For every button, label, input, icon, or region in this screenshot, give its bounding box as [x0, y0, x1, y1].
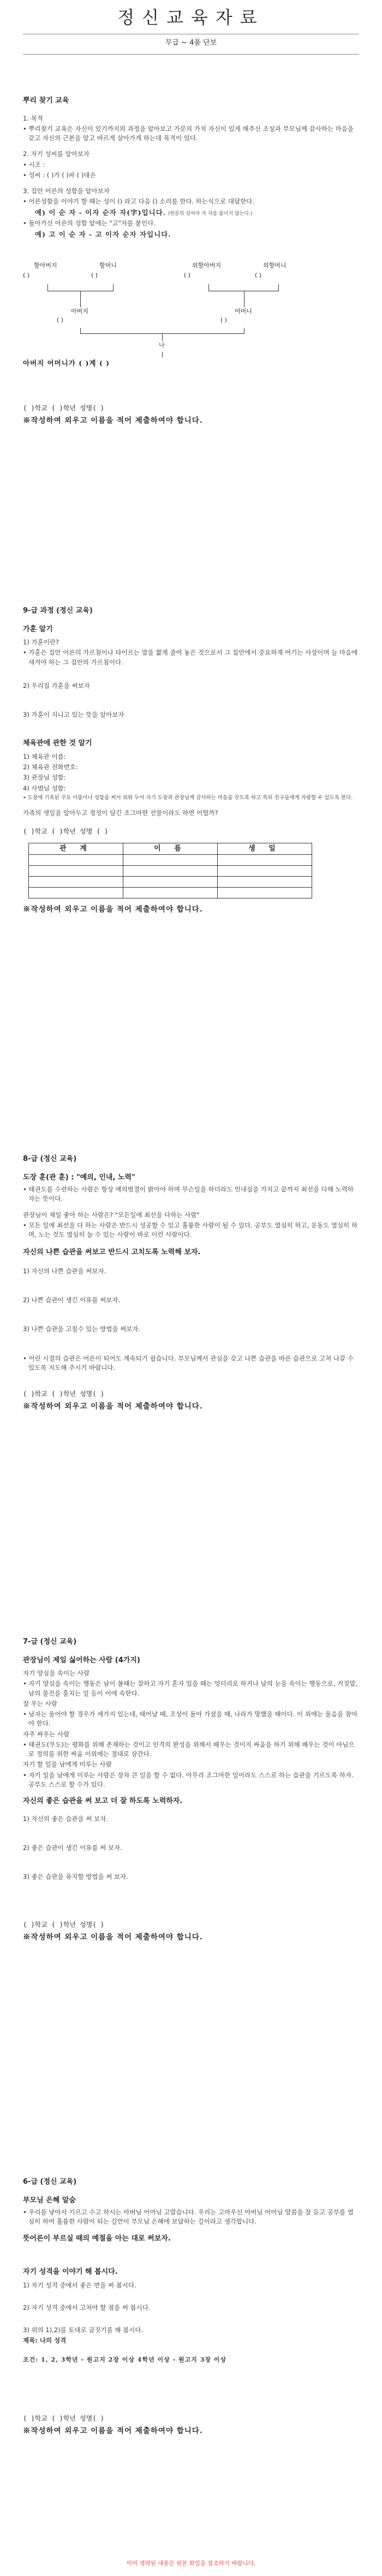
tree-blank-4[interactable]: ( ) — [255, 272, 262, 279]
table-row[interactable] — [29, 876, 312, 887]
section-header: 6-급 (정신 교육) — [23, 2178, 77, 2186]
table-header: 이 름 — [123, 843, 218, 855]
table-header: 생 일 — [218, 843, 312, 855]
submit-line[interactable]: ( )학교 ( )학년 성명( ) — [23, 404, 105, 412]
submit-note: ※작성하여 외우고 이름을 적어 제출하여야 합니다. — [23, 416, 203, 426]
essay-conditions: 조건: 1, 2, 3학년 - 원고지 2장 이상 4학년 이상 - 원고지 3장 이상 — [23, 2356, 227, 2363]
tree-blank-1[interactable]: ( ) — [23, 272, 30, 279]
heading-meaning: 3) 가훈이 지니고 있는 뜻을 알아보자 — [23, 711, 124, 718]
personality-item-3: 3) 위의 1),2)를 토대로 글짓기를 해 봅시다. — [23, 2326, 144, 2334]
tree-blank-5[interactable]: ( ) — [57, 316, 64, 324]
section-grade-7 — [23, 1637, 359, 1943]
dislike-3-desc: • 태권도(무도)는 평화를 위해 존재하는 것이고 인격의 완성을 위해서 배우는 것이지 싸움을 하기 위해 배우는 것이 아님으로 정의를 위한 싸움 이외에는 절대로 삼간다. — [23, 1740, 355, 1758]
dojang-title: 체육관에 관한 것 알기 — [23, 739, 92, 748]
dojang-item-2: 2) 체육관 전화번호: — [23, 763, 78, 771]
habit-item-3: 3) 나쁜 습관을 고칠수 있는 방법을 써보자. — [23, 1325, 141, 1333]
tree-father: 아버지 — [71, 308, 88, 315]
habit-item-2: 2) 나쁜 습관이 생긴 이유를 써보자. — [23, 1296, 121, 1304]
section-header: 9-급 과정 (정신 교육) — [23, 607, 93, 615]
habit-note: • 어린 시절의 습관은 어른이 되어도 계속되기 쉽습니다. 부모님께서 관심을 갖고 나쁜 습관을 바른 습관으로 고쳐 나갈 수 있도록 지도해 주시기 바랍니다. — [23, 1354, 354, 1371]
elder-instruction-1: • 어른성함을 이야기 할 때는 성이 () 라고 다음 () 소리를 한다. 하는식으로 대답한다. — [23, 197, 254, 206]
good-habit-title: 자신의 좋은 습관을 써 보고 더 잘 하도록 노력하자. — [23, 1797, 183, 1805]
personality-item-2: 2) 자기 성격 중에서 고쳐야 할 점을 써 봅시다. — [23, 2303, 151, 2311]
tree-blank-3[interactable]: ( ) — [184, 272, 191, 279]
family-birthday-text: 가족의 생일을 알아두고 정성이 담긴 조그마한 선물이라도 하면 어떨까? — [23, 809, 218, 817]
section-title: 부모님 은혜 알숨 — [23, 2196, 76, 2204]
table-header: 관 계 — [29, 843, 123, 855]
seongssi-line: • 성씨 : ( )가 ( )파 ( )대손 — [23, 171, 96, 179]
dojang-item-4: 4) 사범님 성함: — [23, 784, 66, 792]
dojang-item-1: 1) 체육관 이름: — [23, 752, 66, 760]
submit-note: ※작성하여 외우고 이름을 적어 제출하여야 합니다. — [23, 2427, 203, 2435]
tree-maternal-grandmother: 외할머니 — [263, 262, 286, 269]
table-row[interactable] — [29, 854, 312, 865]
tree-blank-2[interactable]: ( ) — [91, 272, 98, 279]
heading-surname: 2. 자기 성씨를 알아보자 — [23, 150, 89, 158]
section-root-education — [23, 95, 359, 427]
table-header-row — [29, 843, 312, 855]
section-grade-6 — [23, 2177, 359, 2436]
tree-mother: 어머니 — [235, 308, 252, 315]
section-title: 도장 훈(관 훈) : "예의, 인내, 노력" — [23, 1173, 135, 1182]
heading-purpose: 1. 목적 — [23, 114, 43, 122]
good-habit-item-1: 1) 자신의 좋은 습관을 써 보자. — [23, 1814, 108, 1823]
parents-desc: • 우리를 낳아서 기르고 수고 하시는 아버님 어머님 고맙습니다. 우리는 고마우신 아버님 어머님 말씀을 잘 듣고 공부를 열심히 하여 훌륭한 사람이 되는 길만이 부모님 은혜에 보답하는 길이라고 생각합니다. — [23, 2208, 354, 2226]
dojang-item-3: 3) 관장님 성함: — [23, 774, 66, 782]
tree-me: 나 — [159, 342, 165, 349]
section-grade-8 — [23, 1154, 359, 1412]
personality-title: 자기 성격을 이야기 해 봅시다. — [23, 2268, 118, 2276]
purpose-text: • 뿌리찾기 교육은 자신이 있기까지의 과정을 알아보고 가문의 가치 자신이 있게 해주신 조상과 부모님께 감사하는 마음을 갖고 자신의 근본을 알고 바르게 살아가게 하는데 목적이 있다. — [23, 124, 354, 142]
doc-title: 정신교육자료 — [117, 7, 265, 28]
dislike-1-title: 자기 양심을 속이는 사람 — [23, 1669, 90, 1677]
good-habit-item-3: 3) 좋은 습관을 유지할 방법을 써 보자. — [23, 1873, 128, 1880]
section-title: 가훈 알기 — [23, 625, 53, 633]
gwanhun-desc: • 태권도를 수련하는 사람은 항상 예의범절이 밝아야 하며 무슨일을 하더라도 인내심을 가지고 끝까지 최선을 다해 노력하자는 뜻이다. — [23, 1185, 354, 1203]
submit-note: ※작성하여 외우고 이름을 적어 제출하여야 합니다. — [23, 904, 203, 914]
dislike-4-title: 자기 할 일을 남에게 미루는 사람 — [23, 1760, 112, 1769]
dislike-3-title: 자주 싸우는 사람 — [23, 1730, 70, 1738]
footer-note: 이미 생략된 내용은 원본 화일을 참조하기 바랍니다. — [126, 2560, 256, 2567]
submit-note: ※작성하여 외우고 이름을 적어 제출하여야 합니다. — [23, 1402, 203, 1411]
dojang-note: • 도장에 기록된 주요 이름이나 성함을 써서 외워 두어 자기 도장과 관장님께 감사하는 마음을 갖도록 하고 특히 친구들에게 자랑할 수 있도록 한다. — [23, 794, 353, 801]
section-header: 7-급 (정신 교육) — [23, 1638, 77, 1646]
elder-instruction-2: • 돌아가신 어른의 성함 앞에는 "고"자를 붙인다. — [23, 219, 156, 227]
heading-what-is: 1) 가훈이란? — [23, 638, 59, 646]
habit-item-1: 1) 자신의 나쁜 습관을 써보자. — [23, 1267, 106, 1275]
tree-bottom-line: 아버지 어머니가 ( )계 ( ) — [23, 359, 110, 368]
dislike-2-desc: • 남자는 울어야 할 경우가 세가지 있는데, 태어날 때, 조상이 돌아 가셨을 때, 나라가 망했을 때이다. 이 외에는 울음을 참아야 한다. — [23, 1710, 357, 1728]
dislike-1-desc: • 자기 양심을 속이는 행동은 남이 볼때는 잘하고 자기 혼자 있을 때는 엉터리로 하거나 남의 눈을 속이는 행동으로, 거짓말, 남의 물건을 훔치는 일 등이 이에 속한다. — [23, 1680, 358, 1697]
section-grade-9 — [23, 606, 359, 915]
tree-maternal-grandfather: 외할아버지 — [192, 262, 222, 269]
tree-blank-6[interactable]: ( ) — [220, 316, 228, 324]
family-table — [28, 843, 312, 898]
question-line: 관장님이 제일 좋아 하는 사람은? "모든일에 최선을 다하는 사람" — [23, 1211, 200, 1219]
heading-elder-names: 3. 집안 어른의 성함을 알아보자 — [23, 187, 110, 195]
dislike-2-title: 잘 우는 사람 — [23, 1699, 57, 1708]
dislike-4-desc: • 자기 일을 남에게 미루는 사람은 장차 큰 일을 할 수 없다. 아무리 조그마한 일이라도 스스로 하는 습관을 기르도록 하자. 공부도 스스로 할 수가 있다. — [23, 1771, 354, 1788]
tree-grandmother: 할머니 — [99, 262, 117, 269]
essay-theme: 제목: 나의 성격 — [23, 2337, 67, 2345]
table-row[interactable] — [29, 887, 312, 898]
example-1: 예) 이 순 자 - 이자 순자 자(字)입니다. (한분의 성씨라 자 자를 붙이지 않는다.) — [35, 208, 253, 217]
section-title: 뿌리 찾기 교육 — [23, 97, 69, 105]
table-row[interactable] — [29, 865, 312, 876]
etiquette-title: 뜻어른이 부르실 때의 예절을 아는 대로 써보자. — [23, 2234, 171, 2243]
shijo-line: • 시조 : — [23, 160, 45, 169]
subtitle-divider — [23, 54, 359, 55]
example-2: 예) 고 이 순 자 - 고 이자 순자 자입니다. — [35, 230, 171, 238]
best-effort-desc: • 모든 일에 최선을 다 하는 사람은 반드시 성공할 수 있고 훌륭한 사람이 될 수 있다. 공부도 열심히 하고, 운동도 열심히 하며, 노는 것도 열심히 놀 수 있는 사람이 바로 이런 사람이다. — [23, 1221, 357, 1238]
personality-item-1: 1) 자기 성격 중에서 좋은 면을 써 봅시다. — [23, 2281, 136, 2289]
gahun-desc: • 가훈은 집안 어른의 가르침이나 타이르는 말을 짧게 줄여 놓은 것으로서 그 집안에서 중요하게 여기는 사상이며 늘 마음에 새겨야 하는 그 집안의 가르침이다. — [23, 649, 358, 666]
good-habit-item-2: 2) 좋은 습관이 생긴 이유를 써 보자. — [23, 1843, 122, 1852]
bad-habit-title: 자신의 나쁜 습관을 써보고 반드시 고치도록 노력해 보자. — [23, 1248, 201, 1257]
submit-note: ※작성하여 외우고 이름을 적어 제출하여야 합니다. — [23, 1933, 203, 1942]
submit-line[interactable]: ( )학교 ( )학년 성명( ) — [23, 1390, 105, 1398]
heading-write-gahun: 2) 우리집 가훈을 써보자 — [23, 681, 90, 690]
section-title: 관장님이 제일 싫어하는 사람 (4가지) — [23, 1656, 140, 1664]
family-tree — [23, 250, 359, 387]
submit-line[interactable]: ( )학교 ( )학년 성명 ( ) — [23, 828, 109, 836]
section-header: 8-급 (정신 교육) — [23, 1155, 77, 1163]
tree-grandfather: 할아버지 — [34, 262, 57, 269]
submit-line[interactable]: ( )학교 ( )학년 성명( ) — [23, 2415, 105, 2422]
submit-line[interactable]: ( )학교 ( )학년 성명( ) — [23, 1921, 105, 1929]
doc-subtitle: 무급 ~ 4품 단보 — [165, 39, 217, 47]
